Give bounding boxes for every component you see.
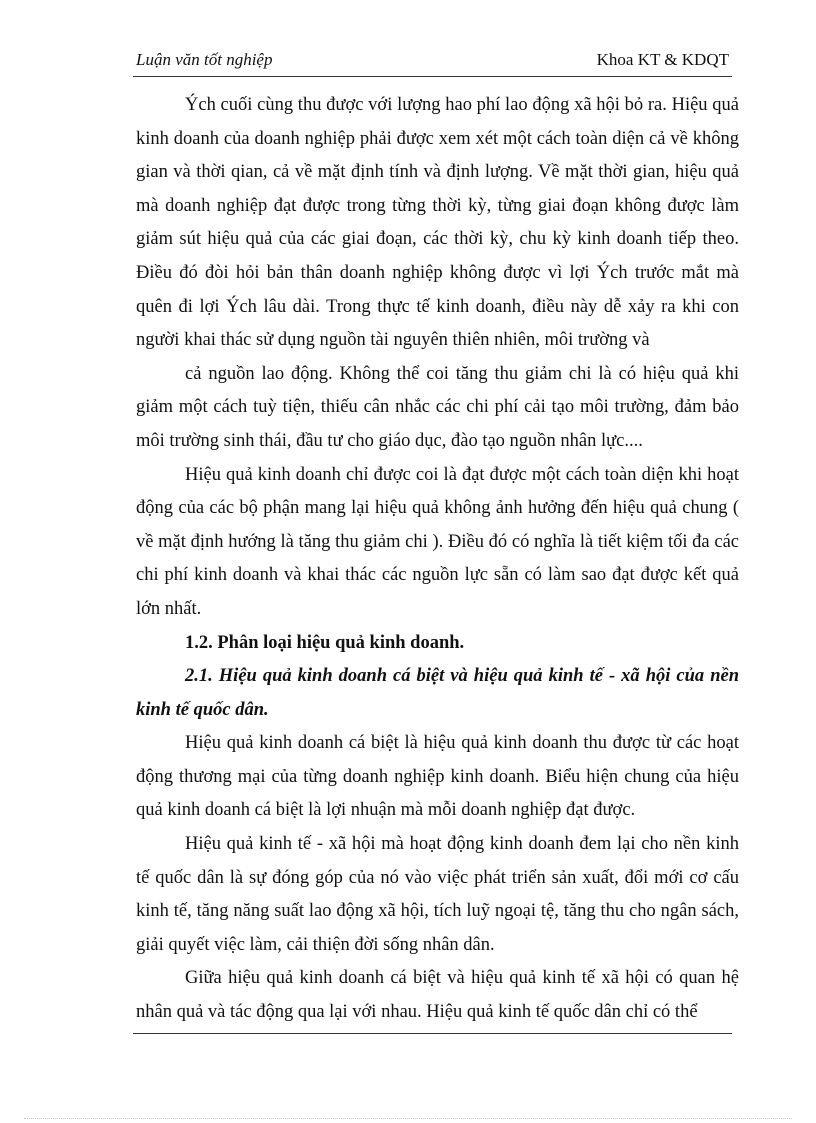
page-header [133, 48, 732, 77]
paragraph-3: Hiệu quả kinh doanh chỉ được coi là đạt được một cách toàn diện khi hoạt động của các bộ phận mang lại hiệu quả không ảnh hưởng đến hiệu quả chung ( về mặt định hướng là tăng thu giảm chi ). Điều đó có nghĩa là tiết kiệm tối đa các chi phí kinh doanh và khai thác các nguồn lực sẵn có làm sao đạt được kết quả lớn nhất. [136, 464, 739, 619]
paragraph-4: Hiệu quả kinh doanh cá biệt là hiệu quả kinh doanh thu được từ các hoạt động thương mại của từng doanh nghiệp kinh doanh. Biểu hiện chung của hiệu quả kinh doanh cá biệt là lợi nhuận mà mỗi doanh nghiệp đạt được. [136, 733, 739, 821]
paragraph-5: Hiệu quả kinh tế - xã hội mà hoạt động kinh doanh đem lại cho nền kinh tế quốc dân là sự đóng góp của nó vào việc phát triển sản xuất, đổi mới cơ cấu kinh tế, tăng năng suất lao động xã hội, tích luỹ ngoại tệ, tăng thu cho ngân sách, giải quyết việc làm, cải thiện đời sống nhân dân. [136, 834, 739, 955]
footer-rule [133, 1033, 732, 1034]
page-edge-divider [24, 1118, 792, 1119]
paragraph-6: Giữa hiệu quả kinh doanh cá biệt và hiệu quả kinh tế xã hội có quan hệ nhân quả và tác động qua lại với nhau. Hiệu quả kinh tế quốc dân chỉ có thể [136, 968, 739, 1023]
paragraph-2: cả nguồn lao động. Không thể coi tăng thu giảm chi là có hiệu quả khi giảm một cách tuỳ tiện, thiếu cân nhắc các chi phí cải tạo môi trường, đảm bảo môi trường sinh thái, đầu tư cho giáo dục, đào tạo nguồn nhân lực.... [136, 363, 739, 451]
section-heading-1-2: 1.2. Phân loại hiệu quả kinh doanh. [185, 632, 465, 653]
header-faculty: Khoa KT & KDQT [596, 50, 729, 69]
header-thesis-title: Luận văn tốt nghiệp [136, 50, 273, 69]
subsection-heading-2-1: 2.1. Hiệu quả kinh doanh cá biệt và hiệu quả kinh tế - xã hội của nền kinh tế quốc dân. [136, 666, 739, 720]
document-body [136, 89, 739, 1030]
paragraph-1: Ých cuối cùng thu được với lượng hao phí lao động xã hội bỏ ra. Hiệu quả kinh doanh của doanh nghiệp phải được xem xét một cách toàn diện cả về không gian và thời qian, cả về mặt định tính và định lượng. Về mặt thời gian, hiệu quả mà doanh nghiệp đạt được trong từng thời kỳ, từng giai đoạn không được làm giảm sút hiệu quả của các giai đoạn, các thời kỳ, chu kỳ kinh doanh tiếp theo. Điều đó đòi hỏi bản thân doanh nghiệp không được vì lợi Ých trước mắt mà quên đi lợi Ých lâu dài. Trong thực tế kinh doanh, điều này dễ xảy ra khi con người khai thác sử dụng nguồn tài nguyên thiên nhiên, môi trường và [136, 95, 739, 351]
